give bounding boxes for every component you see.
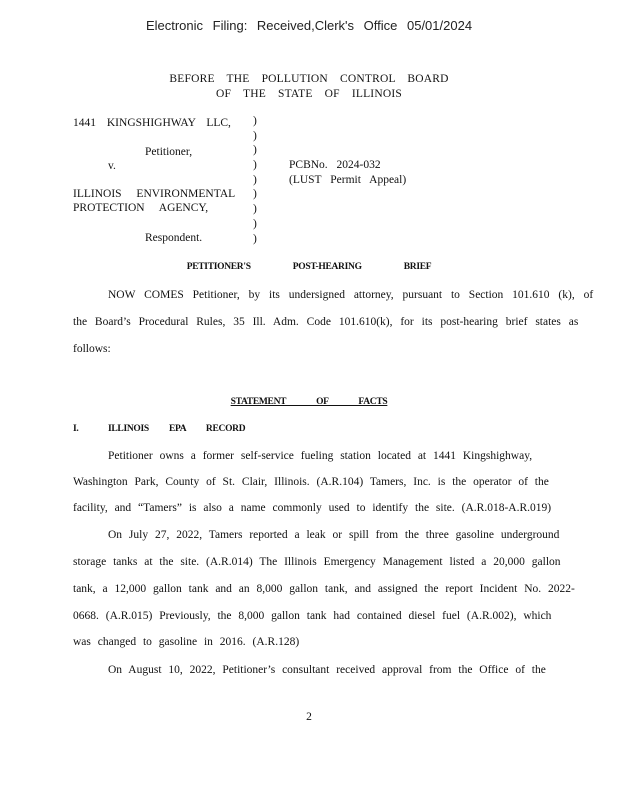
para-1-line-3: facility, and “Tamers” is also a name commonly used to identify the site. (A.R.018-A.R.019) [73,502,552,514]
para-2-line-3: tank, a 12,000 gallon tank and an 8,000 gallon tank, and assigned the report Incident No. 2022- [73,583,575,595]
para-1-line-2: Washington Park, County of St. Clair, Illinois. (A.R.104) Tamers, Inc. is the operator of the [73,476,549,488]
court-heading-line-2: OF THE STATE OF ILLINOIS [216,88,402,100]
paren: ) [253,144,257,157]
caption-parentheses [253,114,257,246]
intro-line-1: NOW COMES Petitioner, by its undersigned attorney, pursuant to Section 101.610 (k), of [108,289,594,301]
subsection-title: ILLINOIS EPA RECORD [108,424,246,434]
respondent-name-line-1: ILLINOIS ENVIRONMENTAL [73,188,236,200]
case-type: (LUST Permit Appeal) [289,174,407,186]
paren: ) [253,115,257,127]
respondent-role: Respondent. [145,232,203,244]
para-2-line-4: 0668. (A.R.015) Previously, the 8,000 gallon tank had contained diesel fuel (A.R.002), which [73,610,552,622]
court-heading [0,72,618,102]
versus: v. [108,160,116,172]
court-heading-line-1: BEFORE THE POLLUTION CONTROL BOARD [169,73,449,85]
paren: ) [253,173,257,186]
intro-line-2: the Board’s Procedural Rules, 35 Ill. Adm. Code 101.610(k), for its post-hearing brief states as [73,316,579,328]
section-heading [0,397,618,407]
paren: ) [253,188,257,201]
intro-line-3: follows: [73,343,111,355]
subsection-number: I. [73,424,79,434]
page-number: 2 [306,711,312,723]
document-title: PETITIONER'S POST-HEARING BRIEF [186,262,432,272]
para-1-line-1: Petitioner owns a former self-service fueling station located at 1441 Kingshighway, [108,450,533,462]
para-2-line-1: On July 27, 2022, Tamers reported a leak or spill from the three gasoline underground [108,529,560,541]
section-heading-text: STATEMENT OF FACTS [230,397,388,407]
petitioner-role: Petitioner, [145,146,193,158]
para-2-line-2: storage tanks at the site. (A.R.014) The Illinois Emergency Management listed a 20,000 gallon [73,556,561,568]
case-number: PCBNo. 2024-032 [289,159,381,171]
paren: ) [253,159,257,172]
respondent-name-line-2: PROTECTION AGENCY, [73,202,209,214]
petitioner-name: 1441 KINGSHIGHWAY LLC, [73,117,231,129]
paren: ) [253,217,257,230]
paren: ) [253,232,257,245]
para-2-line-5: was changed to gasoline in 2016. (A.R.128) [73,636,300,648]
para-3-line-1: On August 10, 2022, Petitioner’s consultant received approval from the Office of the [108,664,546,676]
filing-stamp: Electronic Filing: Received,Clerk's Office 05/01/2024 [145,18,473,33]
paren: ) [253,203,257,216]
paren: ) [253,129,257,142]
